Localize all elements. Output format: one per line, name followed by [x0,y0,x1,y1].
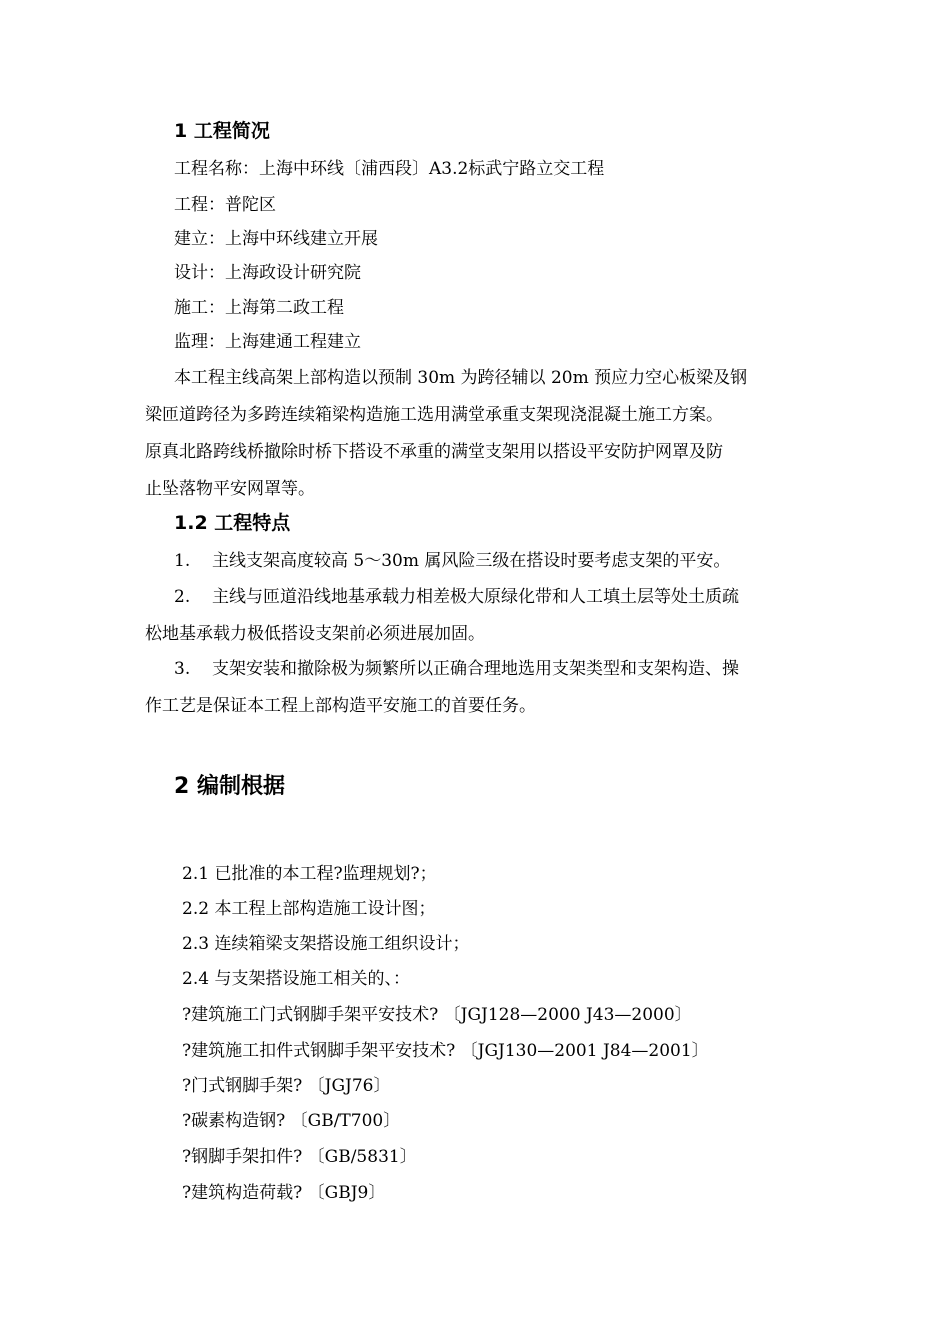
section-1-title: 1 工程简况 [174,120,270,142]
basis-item: 2.2 本工程上部构造施工设计图； [182,899,436,919]
feature-item [174,657,739,681]
section-2-title: 2 编制根据 [174,774,285,799]
basis-item: 2.4 与支架搭设施工相关的、： [182,969,410,989]
feature-item-number: 2. [174,587,191,607]
project-owner-line: 建立：上海中环线建立开展 [174,229,378,249]
standard-item: ?建筑构造荷载? 〔GBJ9〕 [182,1183,386,1203]
project-designer-line: 设计：上海政设计研究院 [174,263,361,283]
feature-item-continuation: 作工艺是保证本工程上部构造平安施工的首要任务。 [145,696,536,716]
standard-item: ?钢脚手架扣件? 〔GB/5831〕 [182,1147,417,1167]
standard-item: ?建筑施工扣件式钢脚手架平安技术? 〔JGJ130—2001 J84—2001〕 [182,1041,709,1061]
standard-item: ?碳素构造钢? 〔GB/T700〕 [182,1111,401,1131]
feature-item [174,585,739,609]
feature-item-number: 1. [174,551,191,571]
feature-item [174,549,730,573]
project-supervisor-line: 监理：上海建通工程建立 [174,332,361,352]
feature-item-text: 支架安装和撤除极为频繁所以正确合理地选用支架类型和支架构造、操 [212,659,739,679]
feature-item-text: 主线与匝道沿线地基承载力相差极大原绿化带和人工填土层等处土质疏 [212,587,739,607]
feature-item-number: 3. [174,659,191,679]
overview-paragraph-line: 止坠落物平安网罩等。 [145,479,315,499]
feature-item-continuation: 松地基承载力极低搭设支架前必须进展加固。 [145,624,485,644]
overview-paragraph-line: 原真北路跨线桥撤除时桥下搭设不承重的满堂支架用以搭设平安防护网罩及防 [145,442,723,462]
feature-item-text: 主线支架高度较高 5～30m 属风险三级在搭设时要考虑支架的平安。 [212,551,731,571]
project-name-line: 工程名称：上海中环线〔浦西段〕A3.2标武宁路立交工程 [174,159,605,179]
section-1-2-title: 1.2 工程特点 [174,512,291,534]
standard-item: ?建筑施工门式钢脚手架平安技术? 〔JGJ128—2000 J43—2000〕 [182,1005,692,1025]
standard-item: ?门式钢脚手架? 〔JGJ76〕 [182,1076,391,1096]
project-contractor-line: 施工：上海第二政工程 [174,298,344,318]
overview-paragraph-line: 梁匝道跨径为多跨连续箱梁构造施工选用满堂承重支架现浇混凝土施工方案。 [145,405,723,425]
basis-item: 2.1 已批准的本工程?监理规划?； [182,864,437,884]
project-location-line: 工程：普陀区 [174,195,276,215]
overview-paragraph-line: 本工程主线高架上部构造以预制 30m 为跨径辅以 20m 预应力空心板梁及钢 [174,368,748,388]
basis-item: 2.3 连续箱梁支架搭设施工组织设计； [182,934,470,954]
